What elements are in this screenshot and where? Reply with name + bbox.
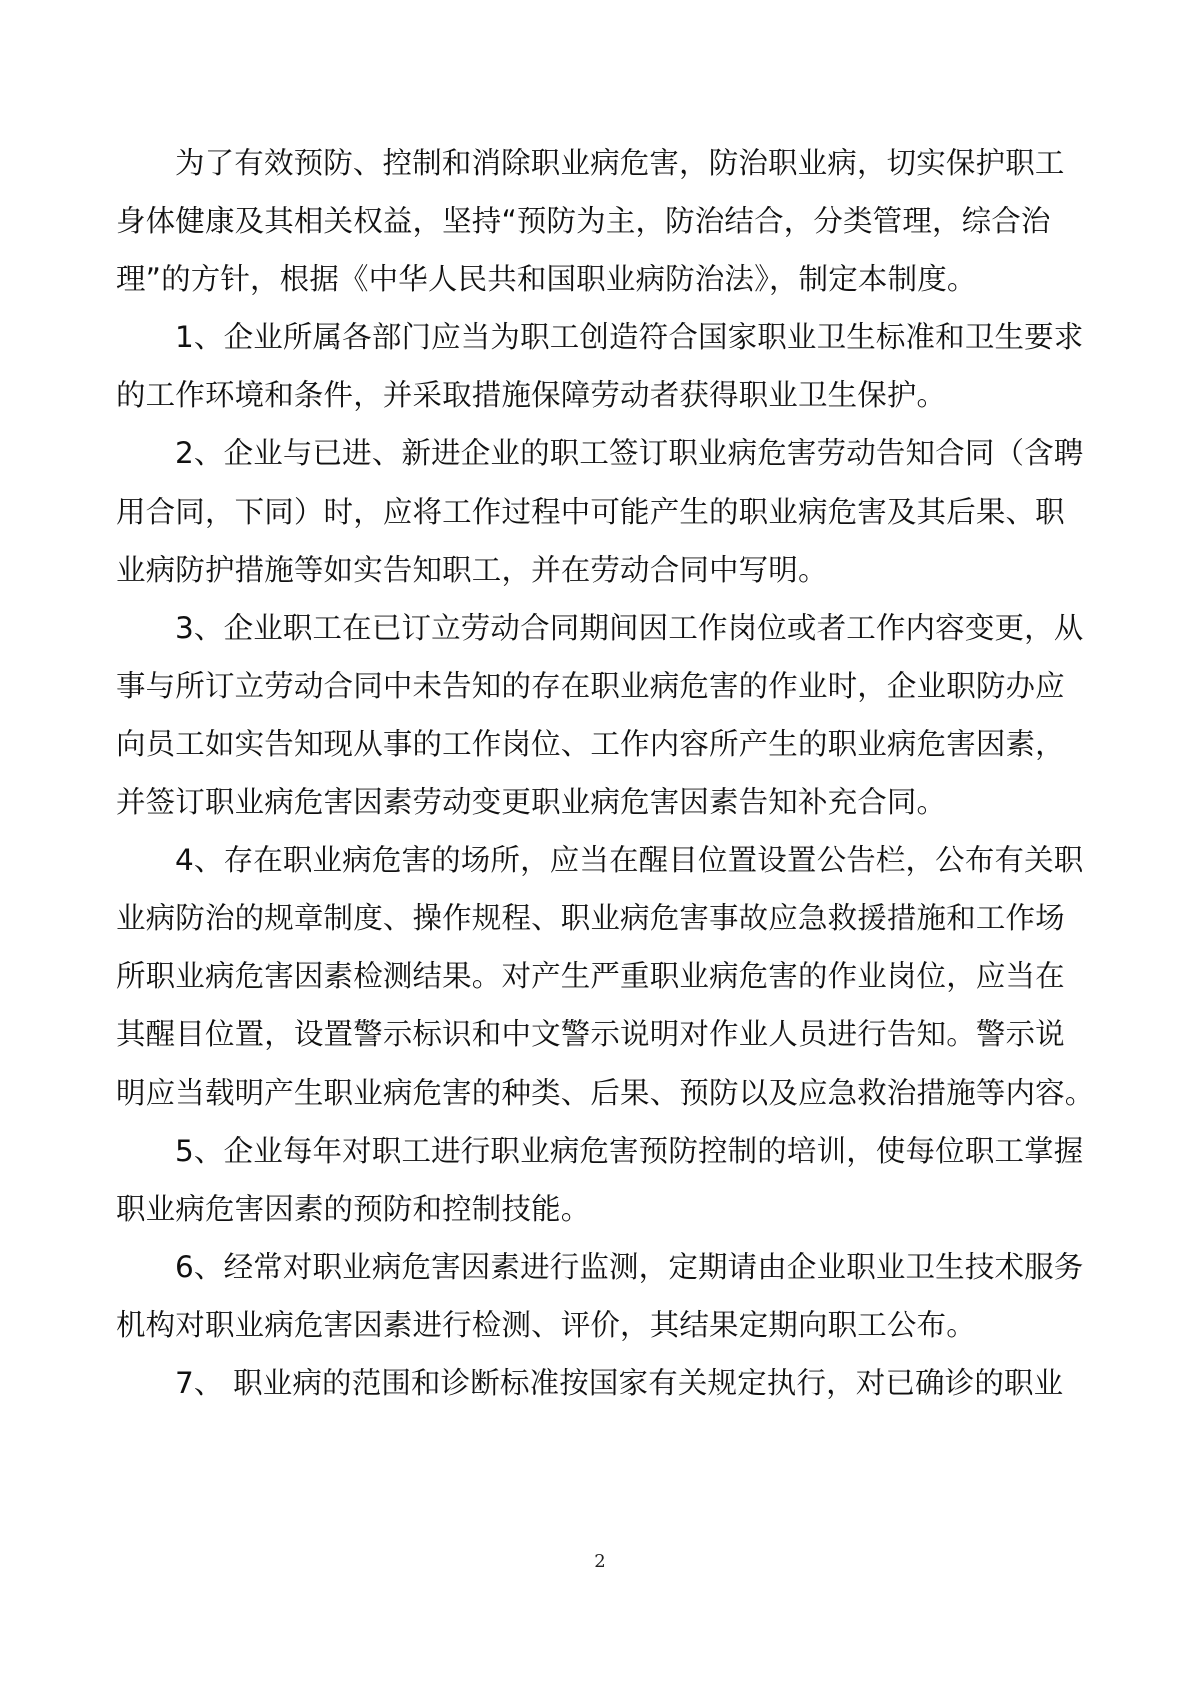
text-line: 机构对职业病危害因素进行检测、评价，其结果定期向职工公布。 xyxy=(116,1307,976,1342)
text-line: 业病防护措施等如实告知职工，并在劳动合同中写明。 xyxy=(116,552,828,587)
paragraph-intro xyxy=(116,134,1102,308)
page-number: 2 xyxy=(594,1551,606,1572)
text-line: 身体健康及其相关权益，坚持“预防为主，防治结合，分类管理，综合治 xyxy=(116,204,1051,239)
text-line: 明应当载明产生职业病危害的种类、后果、预防以及应急救治措施等内容。 xyxy=(116,1075,1095,1110)
paragraph-item-4 xyxy=(116,831,1102,1121)
text-line: 的工作环境和条件，并采取措施保障劳动者获得职业卫生保护。 xyxy=(116,378,947,413)
text-line: 其醒目位置，设置警示标识和中文警示说明对作业人员进行告知。警示说 xyxy=(116,1017,1065,1052)
paragraph-item-5 xyxy=(116,1122,1102,1238)
text-line: 2、企业与已进、新进企业的职工签订职业病危害劳动告知合同（含聘 xyxy=(175,436,1084,471)
text-line: 5、企业每年对职工进行职业病危害预防控制的培训，使每位职工掌握 xyxy=(175,1133,1084,1168)
text-line: 3、企业职工在已订立劳动合同期间因工作岗位或者工作内容变更，从 xyxy=(175,610,1084,645)
text-line: 所职业病危害因素检测结果。对产生严重职业病危害的作业岗位，应当在 xyxy=(116,959,1065,994)
text-line: 1、企业所属各部门应当为职工创造符合国家职业卫生标准和卫生要求 xyxy=(175,320,1084,355)
text-line: 事与所订立劳动合同中未告知的存在职业病危害的作业时，企业职防办应 xyxy=(116,668,1065,703)
text-line: 并签订职业病危害因素劳动变更职业病危害因素告知补充合同。 xyxy=(116,785,947,820)
paragraph-item-6 xyxy=(116,1238,1102,1354)
text-line: 理”的方针，根据《中华人民共和国职业病防治法》，制定本制度。 xyxy=(116,262,977,297)
paragraph-item-2 xyxy=(116,424,1102,598)
paragraph-item-7 xyxy=(116,1354,1102,1412)
paragraph-item-1 xyxy=(116,308,1102,424)
text-line: 业病防治的规章制度、操作规程、职业病危害事故应急救援措施和工作场 xyxy=(116,901,1065,936)
text-line: 7、 职业病的范围和诊断标准按国家有关规定执行，对已确诊的职业 xyxy=(175,1365,1064,1400)
text-line: 向员工如实告知现从事的工作岗位、工作内容所产生的职业病危害因素， xyxy=(116,726,1065,761)
text-line: 4、存在职业病危害的场所，应当在醒目位置设置公告栏，公布有关职 xyxy=(175,843,1084,878)
text-line: 用合同，下同）时，应将工作过程中可能产生的职业病危害及其后果、职 xyxy=(116,494,1065,529)
paragraph-item-3 xyxy=(116,599,1102,831)
text-line: 6、经常对职业病危害因素进行监测，定期请由企业职业卫生技术服务 xyxy=(175,1249,1084,1284)
text-line: 职业病危害因素的预防和控制技能。 xyxy=(116,1191,591,1226)
text-line: 为了有效预防、控制和消除职业病危害，防治职业病，切实保护职工 xyxy=(175,146,1065,180)
document-body xyxy=(116,134,1102,1412)
